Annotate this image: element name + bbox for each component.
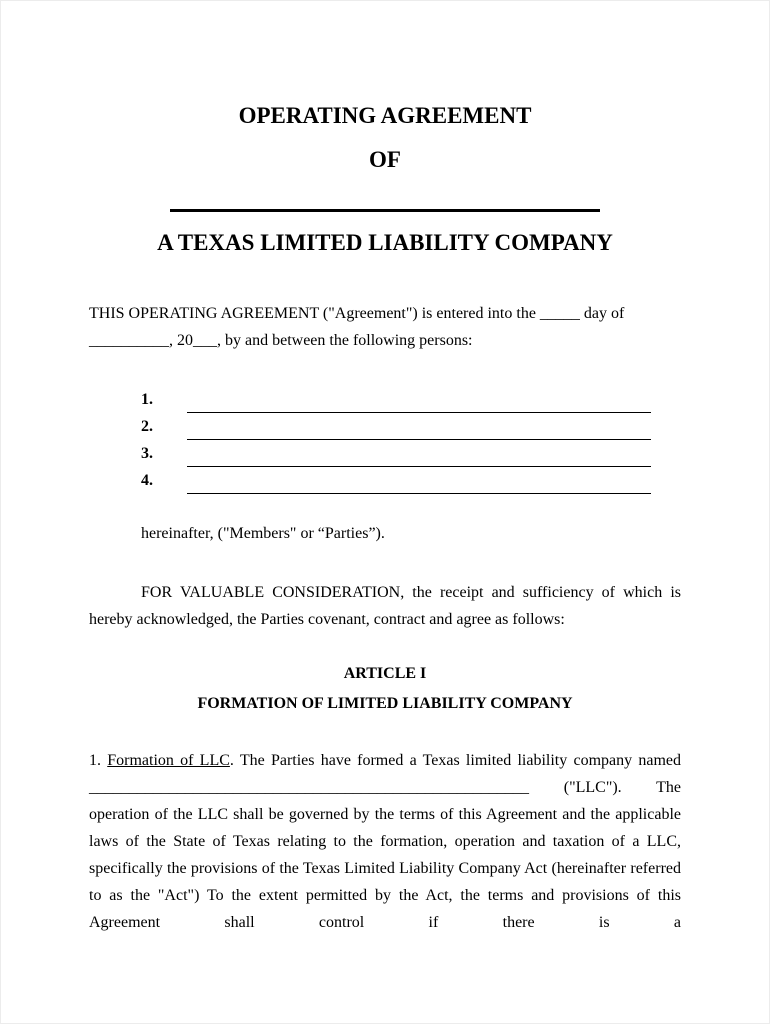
party-list: [89, 386, 681, 494]
party-name-blank[interactable]: [187, 418, 651, 440]
party-row-2: [141, 413, 681, 440]
doc-title-of: OF: [369, 147, 401, 172]
company-name-blank[interactable]: [170, 209, 600, 212]
party-number: 4.: [141, 472, 153, 489]
consideration-paragraph: FOR VALUABLE CONSIDERATION, the receipt and sufficiency of which is hereby acknowledged, the Parties covenant, contract and agree as follows:: [89, 584, 681, 628]
party-name-blank[interactable]: [187, 472, 651, 494]
article-1-heading: ARTICLE I: [343, 665, 427, 682]
party-number: 2.: [141, 418, 153, 435]
party-row-1: [141, 386, 681, 413]
section-1-body: . The Parties have formed a Texas limited liability company named _______________________________________________________ ("LLC"). The operation of the LLC shall be governed by the terms of this Agreement and the applicable laws of the State of Texas relating to the formation, operation and taxation of a LLC, specifically the provisions of the Texas Limited Liability Company Act (hereinafter referred to as the "Act") To the extent permitted by the Act, the terms and provisions of this Agreement shall control if there is a: [89, 752, 682, 931]
party-number: 1.: [141, 391, 153, 408]
section-1-number: 1.: [89, 752, 101, 769]
article-1-subheading: FORMATION OF LIMITED LIABILITY COMPANY: [197, 695, 573, 712]
hereinafter-line: hereinafter, ("Members" or “Parties”).: [141, 525, 385, 542]
party-name-blank[interactable]: [187, 391, 651, 413]
intro-paragraph: THIS OPERATING AGREEMENT ("Agreement") is entered into the _____ day of __________, 20___, by and between the following persons:: [89, 305, 625, 349]
section-1-heading: Formation of LLC: [107, 752, 230, 769]
doc-subtitle: A TEXAS LIMITED LIABILITY COMPANY: [157, 230, 613, 255]
party-row-3: [141, 440, 681, 467]
doc-title: OPERATING AGREEMENT: [238, 103, 532, 128]
section-1-paragraph: [89, 747, 681, 936]
party-row-4: [141, 467, 681, 494]
party-number: 3.: [141, 445, 153, 462]
party-name-blank[interactable]: [187, 445, 651, 467]
